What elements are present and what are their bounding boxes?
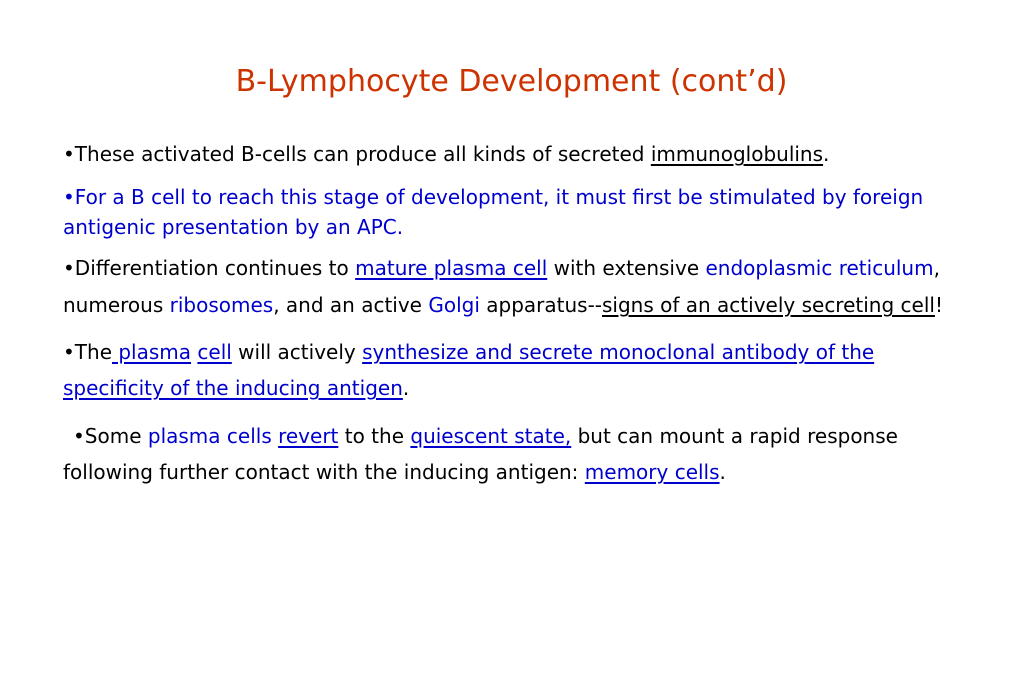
bullet-memory-cells [63, 418, 963, 490]
bullet-text: apparatus-- [479, 293, 602, 317]
endoplasmic-reticulum-term: endoplasmic reticulum [705, 256, 934, 280]
bullet-text: but can mount a rapid response following further contact with the inducing antigen: [63, 424, 898, 484]
bullet-text: For a B cell to reach this stage of development, it must first be stimulated by foreign antigenic presentation by an APC. [63, 185, 924, 239]
bullet-text: with extensive [547, 256, 706, 280]
plasma-link[interactable]: plasma [112, 340, 192, 364]
bullet-text: The [74, 340, 112, 364]
ribosomes-term: ribosomes [169, 293, 274, 317]
bullet-text: to the [338, 424, 411, 448]
bullet-marker: • [63, 340, 75, 364]
bullet-marker: • [63, 256, 75, 280]
revert-link[interactable]: revert [278, 424, 339, 448]
monoclonal-antibody-link[interactable]: synthesize and secrete monoclonal antibody of the specificity of the inducing antigen [63, 340, 875, 400]
bullet-plasma-cell-secretion [63, 334, 963, 406]
bullet-apc-stimulation [63, 182, 963, 242]
bullet-immunoglobulins [63, 138, 963, 170]
bullet-differentiation [63, 250, 963, 324]
mature-plasma-cell-link[interactable]: mature plasma cell [355, 256, 548, 280]
bullet-text: will actively [231, 340, 363, 364]
slide-title: B-Lymphocyte Development (cont’d) [235, 64, 788, 99]
immunoglobulins-link[interactable]: immunoglobulins [650, 142, 824, 166]
bullet-text: These activated B-cells can produce all kinds of secreted [74, 142, 651, 166]
bullet-marker: • [63, 185, 75, 209]
bullet-text: Differentiation continues to [74, 256, 356, 280]
quiescent-state-link[interactable]: quiescent state, [410, 424, 572, 448]
bullet-text: , numerous [63, 256, 940, 317]
plasma-cells-term: plasma cells [147, 424, 272, 448]
bullet-text: Some [84, 424, 148, 448]
bullet-text: . [719, 460, 726, 484]
bullet-text: ! [934, 293, 943, 317]
slide-body [63, 138, 963, 490]
bullet-text: . [402, 376, 410, 400]
bullet-marker: • [73, 424, 85, 448]
memory-cells-link[interactable]: memory cells [584, 460, 720, 484]
golgi-term: Golgi [428, 293, 480, 317]
bullet-text: , and an active [273, 293, 429, 317]
secreting-cell-link[interactable]: signs of an actively secreting cell [602, 293, 935, 317]
bullet-text: . [823, 142, 830, 166]
bullet-marker: • [63, 142, 75, 166]
cell-link[interactable]: cell [197, 340, 232, 364]
